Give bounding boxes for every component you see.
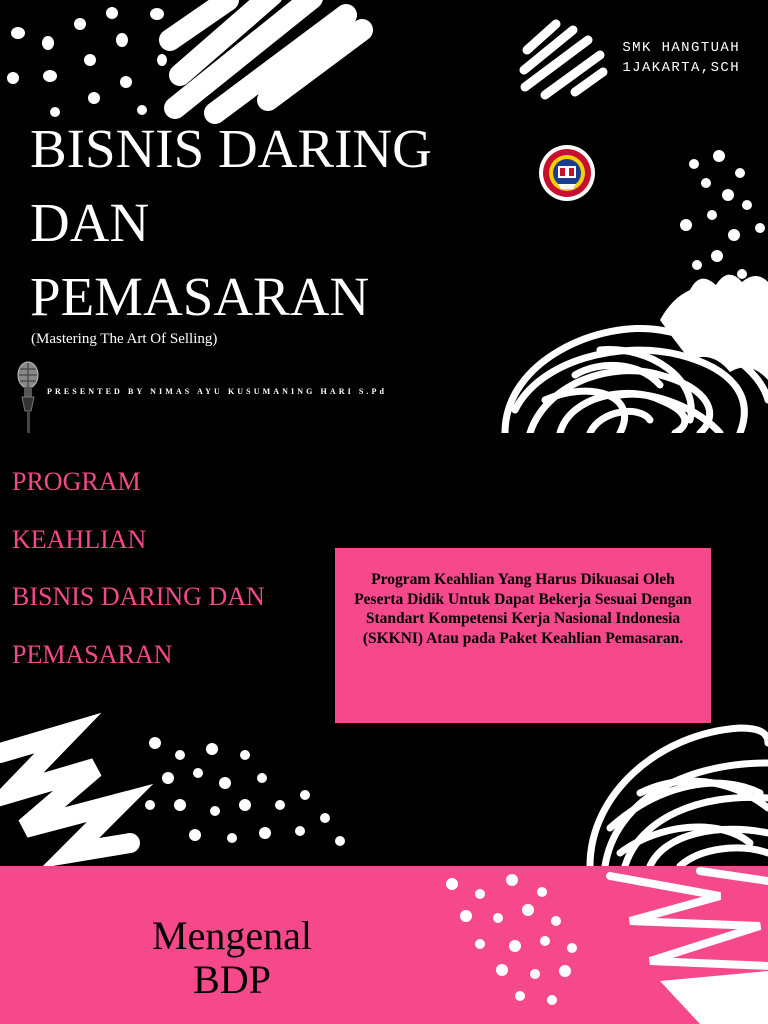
school-line-1: SMK HANGTUAH xyxy=(622,40,740,56)
program-line-2: KEAHLIAN xyxy=(12,524,147,554)
dot-pattern-top-left xyxy=(7,7,167,117)
school-line-2: 1JAKARTA,SCH xyxy=(622,60,740,76)
subtitle: (Mastering The Art Of Selling) xyxy=(31,331,218,347)
title-line-3: PEMASARAN xyxy=(30,266,370,327)
brush-strokes-right xyxy=(610,871,768,966)
zigzag-brush-top xyxy=(170,0,362,113)
program-description-box xyxy=(335,548,711,723)
microphone-icon xyxy=(13,361,45,433)
school-logo-icon xyxy=(538,144,596,202)
program-heading xyxy=(12,453,265,683)
presenter-credit: PRESENTED BY NIMAS AYU KUSUMANING HARI S.Pd xyxy=(47,387,388,396)
dot-pattern-bottom xyxy=(145,737,345,846)
heading-line-2: BDP xyxy=(193,957,271,1002)
dot-pattern-right xyxy=(446,874,577,1005)
slide-intro[interactable] xyxy=(0,866,768,1024)
paper-shape xyxy=(660,971,768,1024)
slide-program[interactable] xyxy=(0,433,768,866)
program-line-3: BISNIS DARING DAN xyxy=(12,582,265,611)
title-line-1: BISNIS DARING xyxy=(30,118,432,179)
section-heading xyxy=(132,914,332,1002)
heading-line-1: Mengenal xyxy=(152,913,312,958)
slide-title[interactable] xyxy=(0,0,768,433)
school-name xyxy=(622,38,740,78)
program-line-4: PEMASARAN xyxy=(12,639,173,669)
program-line-1: PROGRAM xyxy=(12,467,141,496)
zigzag-brush-bottom-left xyxy=(0,733,130,853)
zigzag-brush-corner xyxy=(524,24,603,95)
decorative-shapes xyxy=(0,866,768,1024)
program-description: Program Keahlian Yang Harus Dikuasai Oleh Peserta Didik Untuk Dapat Bekerja Sesuai Dengan Standart Kompetensi Kerja Nasional Indonesia (SKKNI) Atau pada Paket Keahlian Pemasaran. xyxy=(354,571,692,647)
scribble-bottom-right xyxy=(590,728,768,866)
presentation-title xyxy=(30,112,432,334)
title-line-2: DAN xyxy=(30,192,150,253)
